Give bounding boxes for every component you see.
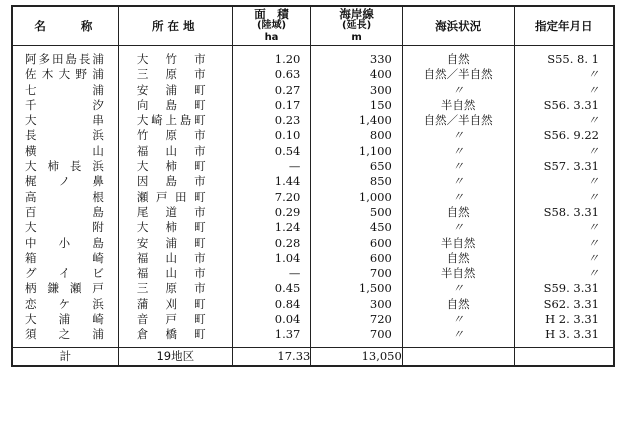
cell-area: 0.17 (232, 98, 311, 113)
header-area (232, 6, 311, 46)
cell-area: 1.37 (232, 327, 311, 347)
cell-coast: 300 (311, 297, 402, 312)
table-row (12, 144, 614, 159)
cell-date: S56. 9.22 (514, 128, 614, 143)
cell-date: 〃 (514, 83, 614, 98)
cell-location: 大 柿 町 (118, 220, 232, 235)
cell-coast: 300 (311, 83, 402, 98)
cell-state: 〃 (402, 174, 514, 189)
cell-coast: 500 (311, 205, 402, 220)
table-row (12, 251, 614, 266)
total-date (514, 347, 614, 366)
cell-name: 柄 鎌 瀬 戸 (25, 281, 104, 296)
cell-state: 〃 (402, 159, 514, 174)
cell-area: 0.63 (232, 67, 311, 82)
cell-name: 千 汐 (25, 97, 104, 112)
cell-date: 〃 (514, 190, 614, 205)
total-row (12, 347, 614, 366)
cell-name: 大 附 (25, 220, 104, 235)
cell-coast: 1,000 (311, 190, 402, 205)
table-row (12, 190, 614, 205)
cell-name: グ イ ビ (25, 266, 104, 281)
cell-state: 〃 (402, 312, 514, 327)
cell-name: 高 根 (25, 189, 104, 204)
total-area: 17.33 (232, 347, 311, 366)
cell-date: S59. 3.31 (514, 281, 614, 296)
cell-coast: 600 (311, 236, 402, 251)
cell-state: 〃 (402, 281, 514, 296)
cell-name: 横 山 (25, 143, 104, 158)
cell-location: 安 浦 町 (118, 83, 232, 98)
cell-area: — (232, 266, 311, 281)
header-state: 海浜状況 (402, 6, 514, 46)
total-state (402, 347, 514, 366)
cell-location: 竹 原 市 (118, 128, 232, 143)
cell-state: 〃 (402, 144, 514, 159)
cell-area: 0.28 (232, 236, 311, 251)
cell-coast: 720 (311, 312, 402, 327)
cell-date: S56. 3.31 (514, 98, 614, 113)
cell-name: 梶 ノ 鼻 (25, 174, 104, 189)
cell-state: 〃 (402, 83, 514, 98)
table-row (12, 266, 614, 281)
cell-location: 福 山 市 (118, 266, 232, 281)
cell-state: 自然 (402, 205, 514, 220)
cell-date: 〃 (514, 174, 614, 189)
cell-name: 大 柿 長 浜 (25, 159, 104, 174)
cell-location: 福 山 市 (118, 144, 232, 159)
cell-area: 0.54 (232, 144, 311, 159)
cell-date: 〃 (514, 67, 614, 82)
total-label: 計 (12, 347, 118, 366)
header-coast (311, 6, 402, 46)
cell-date: 〃 (514, 251, 614, 266)
header-coast-sub: (延長) (342, 20, 372, 31)
cell-location: 倉 橋 町 (118, 327, 232, 347)
table-row (12, 236, 614, 251)
cell-area: 7.20 (232, 190, 311, 205)
cell-location: 大 崎 上 島 町 (118, 113, 232, 128)
cell-location: 蒲 刈 町 (118, 297, 232, 312)
cell-name: 大 浦 崎 (25, 312, 104, 327)
cell-date: S58. 3.31 (514, 205, 614, 220)
cell-date: S55. 8. 1 (514, 46, 614, 68)
header-row (12, 6, 614, 46)
cell-state: 〃 (402, 327, 514, 347)
cell-location: 音 戸 町 (118, 312, 232, 327)
cell-coast: 1,400 (311, 113, 402, 128)
table-row (12, 83, 614, 98)
table-row (12, 205, 614, 220)
cell-state: 〃 (402, 190, 514, 205)
cell-name: 七 浦 (25, 82, 104, 97)
cell-location: 三 原 市 (118, 67, 232, 82)
cell-name: 阿 多 田 島 長 浦 (25, 52, 104, 66)
cell-state: 〃 (402, 128, 514, 143)
cell-coast: 330 (311, 46, 402, 68)
cell-name: 百 島 (25, 204, 104, 219)
cell-state: 自然／半自然 (402, 113, 514, 128)
cell-state: 自然 (402, 46, 514, 68)
cell-area: 0.23 (232, 113, 311, 128)
cell-date: 〃 (514, 220, 614, 235)
header-area-unit: ha (264, 32, 279, 43)
cell-area: — (232, 159, 311, 174)
cell-name: 恋 ケ 浜 (25, 296, 104, 311)
cell-state: 自然 (402, 297, 514, 312)
table-row (12, 46, 614, 68)
cell-date: S62. 3.31 (514, 297, 614, 312)
cell-area: 0.10 (232, 128, 311, 143)
table-row (12, 220, 614, 235)
header-area-title: 面 積 (254, 7, 289, 21)
cell-coast: 850 (311, 174, 402, 189)
cell-coast: 450 (311, 220, 402, 235)
cell-coast: 1,500 (311, 281, 402, 296)
cell-area: 0.45 (232, 281, 311, 296)
header-area-sub: (陸域) (256, 20, 287, 31)
protected-beach-table (11, 5, 615, 367)
cell-location: 瀬 戸 田 町 (118, 190, 232, 205)
table-row (12, 159, 614, 174)
table-row (12, 327, 614, 347)
table-row (12, 281, 614, 296)
cell-location: 尾 道 市 (118, 205, 232, 220)
cell-location: 因 島 市 (118, 174, 232, 189)
cell-location: 大 柿 町 (118, 159, 232, 174)
cell-date: 〃 (514, 113, 614, 128)
table-row (12, 297, 614, 312)
header-coast-unit: m (351, 32, 362, 43)
cell-date: H 3. 3.31 (514, 327, 614, 347)
cell-location: 大 竹 市 (118, 46, 232, 68)
cell-state: 自然／半自然 (402, 67, 514, 82)
header-coast-title: 海岸線 (339, 7, 374, 21)
total-location: 19地区 (118, 347, 232, 366)
table-row (12, 128, 614, 143)
cell-name: 中 小 島 (25, 235, 104, 250)
cell-coast: 700 (311, 266, 402, 281)
cell-name: 須 之 浦 (25, 327, 104, 342)
cell-area: 1.04 (232, 251, 311, 266)
cell-location: 三 原 市 (118, 281, 232, 296)
cell-name: 佐 木 大 野 浦 (25, 67, 104, 82)
cell-location: 向 島 町 (118, 98, 232, 113)
cell-date: H 2. 3.31 (514, 312, 614, 327)
header-location: 所在地 (118, 6, 232, 46)
cell-area: 1.24 (232, 220, 311, 235)
cell-coast: 400 (311, 67, 402, 82)
table-row (12, 67, 614, 82)
cell-area: 1.44 (232, 174, 311, 189)
cell-state: 半自然 (402, 98, 514, 113)
cell-coast: 650 (311, 159, 402, 174)
cell-area: 0.84 (232, 297, 311, 312)
cell-date: S57. 3.31 (514, 159, 614, 174)
total-coast: 13,050 (311, 347, 402, 366)
cell-state: 自然 (402, 251, 514, 266)
cell-area: 0.29 (232, 205, 311, 220)
cell-area: 0.27 (232, 83, 311, 98)
cell-date: 〃 (514, 266, 614, 281)
cell-name: 箱 崎 (25, 250, 104, 265)
cell-state: 〃 (402, 220, 514, 235)
protected-beach-table-container (11, 5, 615, 418)
cell-name: 大 串 (25, 113, 104, 128)
cell-area: 1.20 (232, 46, 311, 68)
table-row (12, 98, 614, 113)
cell-coast: 150 (311, 98, 402, 113)
cell-coast: 1,100 (311, 144, 402, 159)
cell-state: 半自然 (402, 236, 514, 251)
cell-date: 〃 (514, 236, 614, 251)
header-name: 名 称 (12, 6, 118, 46)
header-date: 指定年月日 (514, 6, 614, 46)
table-row (12, 312, 614, 327)
cell-name: 長 浜 (25, 128, 104, 143)
table-row (12, 113, 614, 128)
cell-location: 福 山 市 (118, 251, 232, 266)
cell-date: 〃 (514, 144, 614, 159)
cell-location: 安 浦 町 (118, 236, 232, 251)
cell-coast: 700 (311, 327, 402, 347)
cell-state: 半自然 (402, 266, 514, 281)
cell-coast: 600 (311, 251, 402, 266)
table-row (12, 174, 614, 189)
cell-area: 0.04 (232, 312, 311, 327)
cell-coast: 800 (311, 128, 402, 143)
